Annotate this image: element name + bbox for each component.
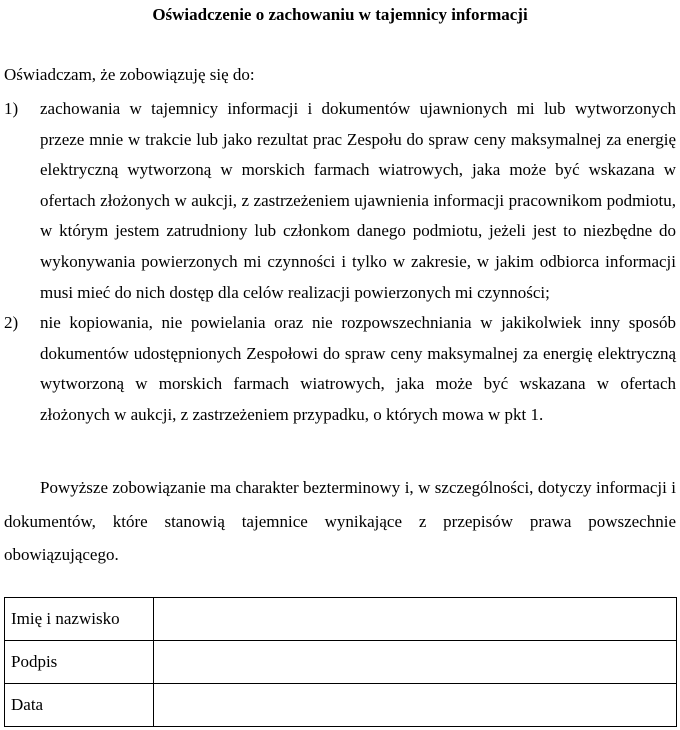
name-label: Imię i nazwisko xyxy=(5,598,154,641)
table-row xyxy=(5,641,677,684)
intro-text: Oświadczam, że zobowiązuję się do: xyxy=(4,65,255,84)
list-item xyxy=(0,94,680,308)
table-row xyxy=(5,598,677,641)
list-item xyxy=(0,308,680,430)
list-item-text: zachowania w tajemnicy informacji i dokumentów ujawnionych mi lub wytworzonych przeze mnie w trakcie lub jako rezultat prac Zespołu do spraw ceny maksymalnej za energię elektryczną wytworzoną w morskich farmach wiatrowych, jaka może być wskazana w ofertach złożonych w aukcji, z zastrzeżeniem ujawnienia informacji pracownikom podmiotu, w którym jestem zatrudniony lub członkom danego podmiotu, jeżeli jest to niezbędne do wykonywania powierzonych mi czynności i tylko w zakresie, w jakim odbiorca informacji musi mieć do nich dostęp dla celów realizacji powierzonych mi czynności; xyxy=(40,99,676,302)
signature-field[interactable] xyxy=(154,641,677,684)
list-item-number: 2) xyxy=(4,313,19,333)
signature-label: Podpis xyxy=(5,641,154,684)
closing-paragraph: Powyższe zobowiązanie ma charakter bezterminowy i, w szczególności, dotyczy informacji i dokumentów, które stanowią tajemnice wynikające z przepisów prawa powszechnie obowiązującego. xyxy=(4,478,676,565)
obligations-list xyxy=(0,94,680,431)
name-field[interactable] xyxy=(154,598,677,641)
signature-table xyxy=(4,597,677,727)
date-label: Data xyxy=(5,684,154,727)
date-field[interactable] xyxy=(154,684,677,727)
table-row xyxy=(5,684,677,727)
list-item-number: 1) xyxy=(4,99,19,118)
list-item-text: nie kopiowania, nie powielania oraz nie rozpowszechniania w jakikolwiek inny sposób dokumentów udostępnionych Zespołowi do spraw ceny maksymalnej za energię elektryczną wytworzoną w morskich farmach wiatrowych, jaka może być wskazana w ofertach złożonych w aukcji, z zastrzeżeniem przypadku, o których mowa w pkt 1. xyxy=(40,313,676,424)
document-title: Oświadczenie o zachowaniu w tajemnicy informacji xyxy=(152,5,528,24)
